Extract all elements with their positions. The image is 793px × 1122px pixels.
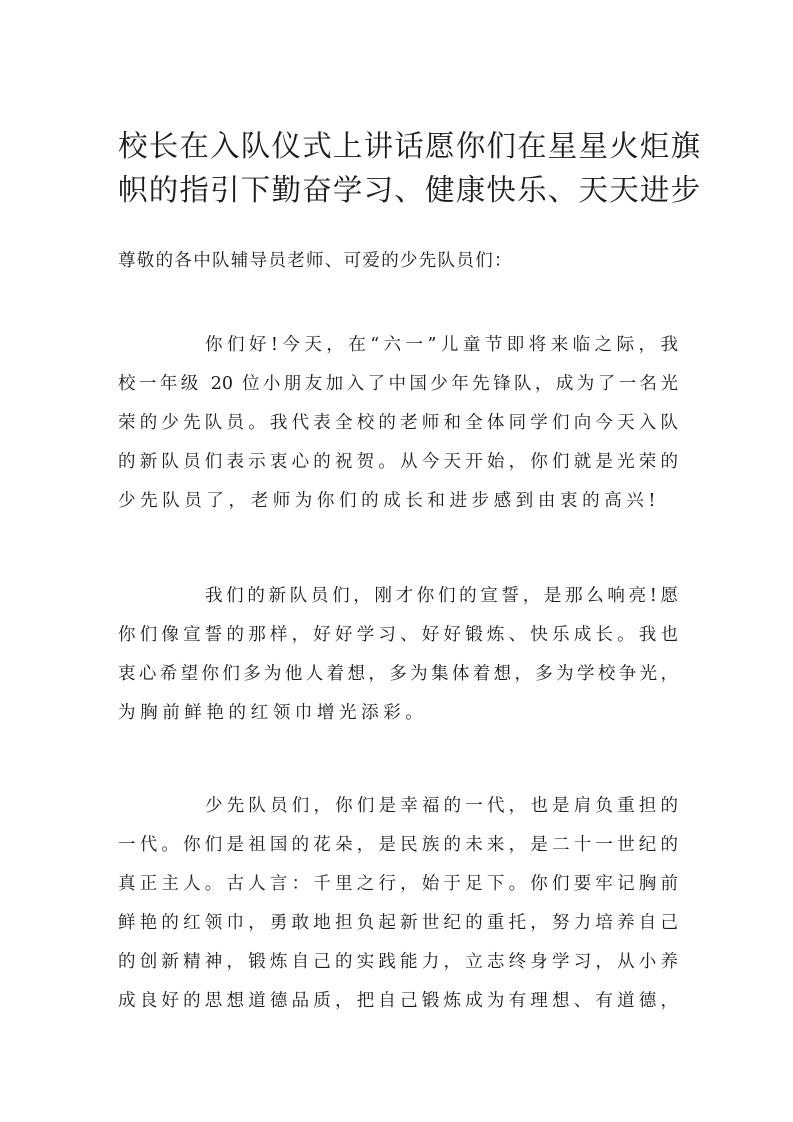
title-line: 校长在入队仪式上讲话愿你们在星星火炬旗 — [118, 129, 702, 163]
paragraph-line: 为胸前鲜艳的红领巾增光添彩。 — [118, 703, 428, 723]
paragraph-new-members — [118, 577, 678, 733]
paragraph-line: 的创新精神，锻炼自己的实践能力，立志终身学习，从小养 — [118, 952, 678, 972]
paragraph-line: 的新队员们表示衷心的祝贺。从今天开始，你们就是光荣的 — [118, 452, 678, 472]
paragraph-young-pioneers — [118, 787, 678, 1021]
paragraph-line: 衷心希望你们多为他人着想，多为集体着想，多为学校争光， — [118, 664, 678, 684]
paragraph-greeting — [118, 326, 678, 521]
paragraph-line: 荣的少先队员。我代表全校的老师和全体同学们向今天入队 — [118, 413, 678, 433]
paragraph-line: 真正主人。古人言：千里之行，始于足下。你们要牢记胸前 — [118, 874, 678, 894]
paragraph-line: 我们的新队员们，刚才你们的宣誓，是那么响亮!愿 — [205, 586, 678, 606]
paragraph-line: 你们像宣誓的那样，好好学习、好好锻炼、快乐成长。我也 — [118, 625, 678, 645]
salutation: 尊敬的各中队辅导员老师、可爱的少先队员们： — [118, 251, 513, 271]
paragraph-line: 一代。你们是祖国的花朵，是民族的未来，是二十一世纪的 — [118, 835, 678, 855]
title-line: 帜的指引下勤奋学习、健康快乐、天天进步 — [118, 173, 702, 207]
paragraph-line: 成良好的思想道德品质，把自己锻炼成为有理想、有道德， — [118, 991, 678, 1011]
paragraph-line: 你们好!今天，在“六一”儿童节即将来临之际，我 — [205, 335, 678, 355]
paragraph-line: 少先队员们，你们是幸福的一代，也是肩负重担的 — [205, 796, 678, 816]
document-title — [118, 124, 702, 212]
paragraph-line: 鲜艳的红领巾，勇敢地担负起新世纪的重托，努力培养自己 — [118, 913, 678, 933]
paragraph-line: 校一年级 20 位小朋友加入了中国少年先锋队，成为了一名光 — [118, 374, 678, 394]
paragraph-line: 少先队员了，老师为你们的成长和进步感到由衷的高兴! — [118, 491, 661, 511]
